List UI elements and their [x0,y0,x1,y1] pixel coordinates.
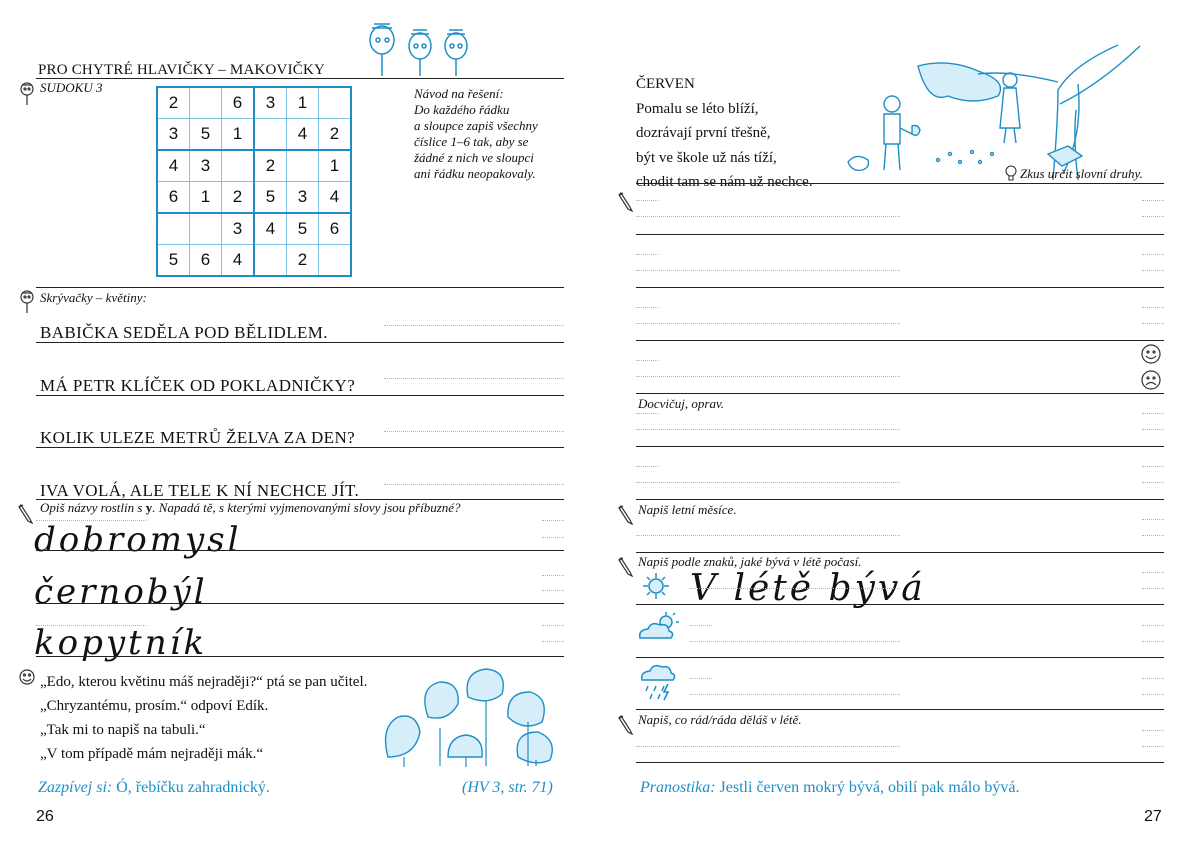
sudoku-cell[interactable] [319,87,352,119]
sun-icon [640,570,672,602]
sudoku-cell: 1 [190,182,222,214]
sudoku-cell: 3 [222,213,255,245]
guide-line [542,590,564,591]
sudoku-cell: 5 [287,213,319,245]
guide-line [636,535,900,536]
sudoku-cell: 5 [254,182,287,214]
bold-letter: y [145,500,153,515]
writing-line[interactable] [636,709,1164,710]
answer-line[interactable] [384,378,564,379]
proverb-label: Pranostika: [640,779,716,796]
sudoku-cell: 4 [157,150,190,182]
guide-line [542,625,564,626]
sudoku-cell[interactable] [319,245,352,277]
guide-line [1142,746,1164,747]
page-number: 26 [36,808,54,825]
poem-line: chodit tam se nám už nechce. [636,174,813,190]
instructions-line: a sloupce zapiš všechny [414,118,538,133]
guide-line [1142,270,1164,271]
guide-line [1142,730,1164,731]
sudoku-cell: 1 [319,150,352,182]
writing-line[interactable] [636,499,1164,500]
instructions-line: číslice 1–6 tak, aby se [414,134,529,149]
section-rule [36,287,564,288]
writing-line[interactable] [36,550,564,551]
sudoku-cell: 2 [287,245,319,277]
sudoku-cell: 2 [157,87,190,119]
proverb [640,779,1019,797]
guide-line [1142,641,1164,642]
guide-line [636,307,658,308]
poppy-heads-illustration [360,16,480,78]
fix-task: Docvičuj, oprav. [638,396,725,411]
joke-line: „Tak mi to napiš na tabuli.“ [40,722,206,738]
pencil-icon [618,503,636,525]
guide-line [542,537,564,538]
writing-line[interactable] [36,342,564,343]
sudoku-cell: 6 [319,213,352,245]
sudoku-cell: 4 [254,213,287,245]
guide-line [542,520,564,521]
guide-line [1142,482,1164,483]
poppy-icon [18,80,36,106]
sun-cloud-icon [636,610,680,644]
guide-line [542,641,564,642]
writing-line[interactable] [636,340,1164,341]
sudoku-cell: 1 [222,119,255,151]
rain-cloud-icon [638,660,682,702]
writing-line[interactable] [636,393,1164,394]
page-number: 27 [1144,808,1162,825]
answer-line[interactable] [384,431,564,432]
sudoku-cell: 2 [319,119,352,151]
weather-task: Napiš podle znaků, jaké bývá v létě počasí. [638,554,862,569]
writing-line[interactable] [36,395,564,396]
sudoku-cell: 2 [254,150,287,182]
poppy-flowers-illustration [368,662,578,767]
sudoku-cell: 3 [190,150,222,182]
answer-line[interactable] [384,325,564,326]
guide-line [1142,323,1164,324]
poppy-icon [18,288,36,314]
joke-line: „Edo, kterou květinu máš nejraději?“ ptá se pan učitel. [40,674,368,690]
writing-line[interactable] [36,656,564,657]
sudoku-cell: 6 [157,182,190,214]
guide-line [1142,625,1164,626]
sudoku-label: SUDOKU 3 [40,80,103,95]
proverb-text: Jestli červen mokrý bývá, obilí pak málo bývá. [719,779,1020,796]
months-task: Napiš letní měsíce. [638,502,737,517]
instructions-line: ani řádku neopakovaly. [414,166,536,181]
guide-line [636,429,900,430]
poem-line: být ve škole už nás tíží, [636,149,777,166]
sudoku-cell[interactable] [254,245,287,277]
sudoku-row [157,87,351,119]
sudoku-cell[interactable] [222,150,255,182]
guide-line [690,625,712,626]
instructions [414,86,538,182]
guide-line [1142,216,1164,217]
writing-line[interactable] [636,287,1164,288]
poem-title: ČERVEN [636,76,695,92]
boys-tree-illustration [838,44,1168,180]
sudoku-row [157,150,351,182]
writing-line[interactable] [36,603,564,604]
writing-line[interactable] [636,762,1164,763]
writing-line[interactable] [636,234,1164,235]
sudoku-cell[interactable] [190,213,222,245]
sudoku-row [157,245,351,277]
guide-line [636,746,900,747]
guide-line [690,694,900,695]
poem [636,72,813,195]
sudoku-cell: 2 [222,182,255,214]
guide-line [1142,519,1164,520]
guide-line [542,575,564,576]
activity-task: Napiš, co rád/ráda děláš v létě. [638,712,802,727]
copy-task: Opiš názvy rostlin s y. Napadá tě, s kterými vyjmenovanými slovy jsou příbuzné? [40,500,461,515]
instructions-line: Do každého řádku [414,102,510,117]
sudoku-cell: 6 [190,245,222,277]
writing-line[interactable] [636,446,1164,447]
pencil-icon [618,555,636,577]
sudoku-cell: 5 [190,119,222,151]
joke-line: „V tom případě mám nejraději mák.“ [40,746,263,762]
sudoku-cell: 3 [287,182,319,214]
guide-line [1142,588,1164,589]
cursive-word: černobýl [34,572,208,612]
writing-line[interactable] [636,552,1164,553]
hidden-sentence: IVA VOLÁ, ALE TELE K NÍ NECHCE JÍT. [40,481,360,500]
guide-line [636,270,900,271]
smiley-icon [18,668,36,686]
instructions-title: Návod na řešení: [414,86,504,101]
guide-line [636,466,658,467]
hidden-sentence: MÁ PETR KLÍČEK OD POKLADNIČKY? [40,376,356,395]
sudoku-cell[interactable] [287,150,319,182]
sudoku-cell: 3 [157,119,190,151]
sudoku-grid[interactable] [156,86,352,277]
sing-label: Zazpívej si: [38,779,113,796]
guide-line [1142,572,1164,573]
hidden-sentence: BABIČKA SEDĚLA POD BĚLIDLEM. [40,323,328,342]
sudoku-cell[interactable] [254,119,287,151]
pencil-icon [618,190,636,212]
title-rule [36,78,564,79]
sing-line [38,779,270,797]
sudoku-row [157,119,351,151]
guide-line [636,254,658,255]
joke [40,670,367,766]
guide-line [690,678,712,679]
happy-face-icon[interactable] [1140,343,1162,365]
writing-line[interactable] [636,604,1164,605]
guide-line [636,482,900,483]
poem-line: Pomalu se léto blíží, [636,100,759,117]
sudoku-cell: 1 [287,87,319,119]
guide-line [636,323,900,324]
guide-line [636,360,658,361]
guide-line [1142,694,1164,695]
guide-line [636,413,658,414]
sudoku-cell[interactable] [190,87,222,119]
writing-line[interactable] [636,657,1164,658]
lightbulb-icon [1004,164,1018,182]
sudoku-cell: 4 [319,182,352,214]
weather-cursive: V létě bývá [690,568,926,609]
sudoku-cell: 5 [157,245,190,277]
guide-line [1142,678,1164,679]
guide-line [1142,429,1164,430]
writing-line[interactable] [36,447,564,448]
cursive-word: dobromysl [34,520,242,560]
answer-line[interactable] [384,484,564,485]
guide-line [636,216,900,217]
cursive-word: kopytník [34,623,208,663]
sing-reference: (HV 3, str. 71) [462,779,553,796]
guide-line [636,200,658,201]
sudoku-cell: 4 [287,119,319,151]
pencil-icon [618,713,636,735]
joke-line: „Chryzantému, prosím.“ odpoví Edík. [40,698,269,714]
sudoku-row [157,213,351,245]
word-types-task: Zkus určit slovní druhy. [1020,166,1143,181]
guide-line [690,641,900,642]
poem-line: dozrávají první třešně, [636,125,771,141]
guide-line [690,588,900,589]
page-title: PRO CHYTRÉ HLAVIČKY – MAKOVIČKY [38,62,326,78]
guide-line [1142,535,1164,536]
guide-line [636,376,900,377]
sing-text: Ó, řebíčku zahradnický. [116,779,270,796]
sudoku-cell: 4 [222,245,255,277]
sudoku-cell: 6 [222,87,255,119]
sudoku-cell[interactable] [157,213,190,245]
hidden-sentence: KOLIK ULEZE METRŮ ŽELVA ZA DEN? [40,428,356,447]
sad-face-icon[interactable] [1140,369,1162,391]
guide-line [1142,307,1164,308]
guide-line [1142,466,1164,467]
guide-line [1142,413,1164,414]
hidden-words-label: Skrývačky – květiny: [40,290,147,305]
sudoku-cell: 3 [254,87,287,119]
guide-line [1142,200,1164,201]
sudoku-row [157,182,351,214]
guide-line [1142,254,1164,255]
section-rule [636,183,1164,184]
instructions-line: žádné z nich ve sloupci [414,150,534,165]
